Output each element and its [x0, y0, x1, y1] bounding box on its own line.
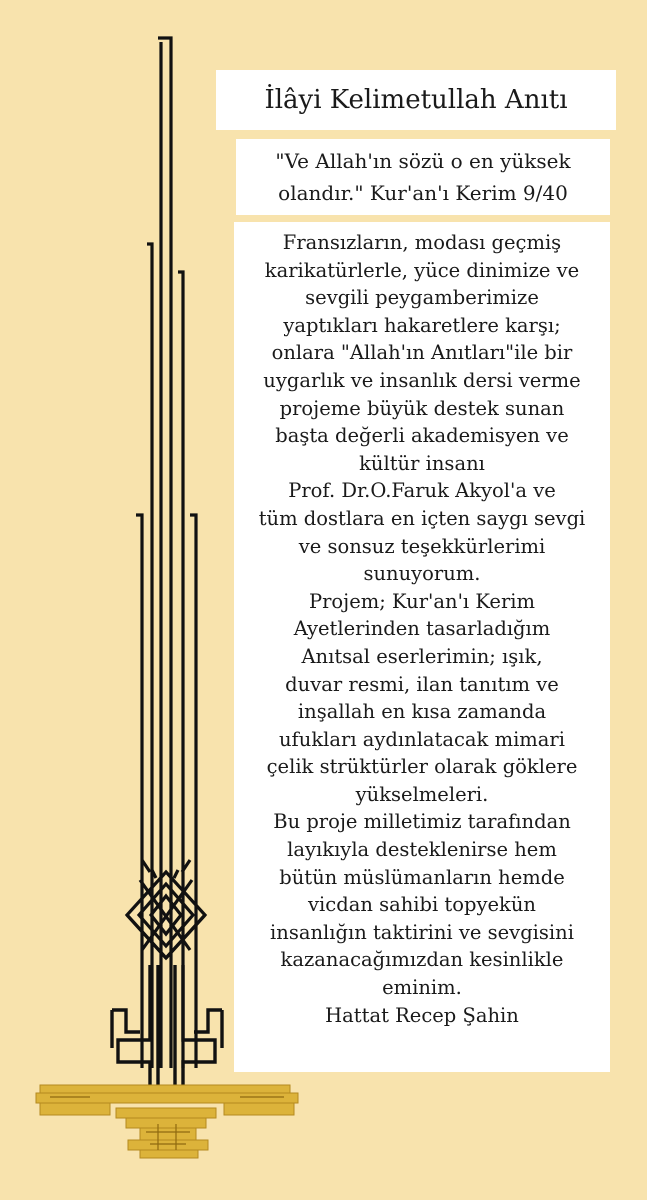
- body-line: yükselmeleri.: [355, 782, 489, 806]
- body-line: kazanacağımızdan kesinlikle: [280, 948, 564, 972]
- body-line: duvar resmi, ilan tanıtım ve: [285, 672, 559, 696]
- body-line: onlara "Allah'ın Anıtları"ile bir: [271, 341, 573, 365]
- stroke-right-3: [190, 515, 196, 1068]
- title-banner: [216, 70, 616, 130]
- page-title: İlâyi Kelimetullah Anıtı: [264, 85, 568, 115]
- body-line: kültür insanı: [359, 451, 485, 475]
- body-line: Bu proje milletimiz tarafından: [273, 810, 571, 834]
- body-line: ve sonsuz teşekkürlerimi: [298, 534, 546, 558]
- body-line: inşallah en kısa zamanda: [297, 700, 547, 724]
- gold-base: [36, 1085, 298, 1158]
- body-line: başta değerli akademisyen ve: [275, 424, 569, 448]
- body-line: Anıtsal eserlerimin; ışık,: [301, 644, 543, 668]
- body-line: çelik strüktürler olarak göklere: [266, 755, 578, 779]
- body-line: uygarlık ve insanlık dersi verme: [263, 368, 581, 392]
- body-line: Fransızların, modası geçmiş: [282, 231, 562, 254]
- knot-interlace: [127, 872, 205, 958]
- body-line: eminim.: [382, 976, 462, 1000]
- body-line: projeme büyük destek sunan: [279, 396, 565, 420]
- body-line: vicdan sahibi topyekün: [308, 893, 536, 917]
- signature-line: Hattat Recep Şahin: [325, 1003, 519, 1027]
- body-line: Ayetlerinden tasarladığım: [293, 617, 551, 641]
- body-line: Projem; Kur'an'ı Kerim: [308, 589, 536, 613]
- body-line: Prof. Dr.O.Faruk Akyol'a ve: [288, 479, 556, 503]
- stroke-right-2: [178, 272, 183, 1068]
- lower-legs: [112, 965, 222, 1095]
- body-line: tüm dostlara en içten saygı sevgi: [258, 506, 586, 530]
- verse-line: "Ve Allah'ın sözü o en yüksek: [275, 149, 571, 173]
- body-line: layıkıyla desteklenirse hem: [287, 838, 557, 862]
- stroke-left-3: [136, 515, 142, 1068]
- body-line: bütün müslümanların hemde: [279, 865, 565, 889]
- body-line: insanlığın taktirini ve sevgisini: [270, 920, 574, 944]
- body-line: sevgili peygamberimize: [305, 286, 539, 310]
- body-line: karikatürlerle, yüce dinimize ve: [264, 258, 580, 282]
- verse-box: [236, 139, 610, 215]
- verse-line: olandır." Kur'an'ı Kerim 9/40: [278, 181, 568, 205]
- body-line: yaptıkları hakaretlere karşı;: [283, 313, 561, 337]
- body-line: sunuyorum.: [363, 562, 481, 586]
- body-text-box: [234, 222, 610, 1072]
- body-line: ufukları aydınlatacak mimari: [279, 727, 565, 751]
